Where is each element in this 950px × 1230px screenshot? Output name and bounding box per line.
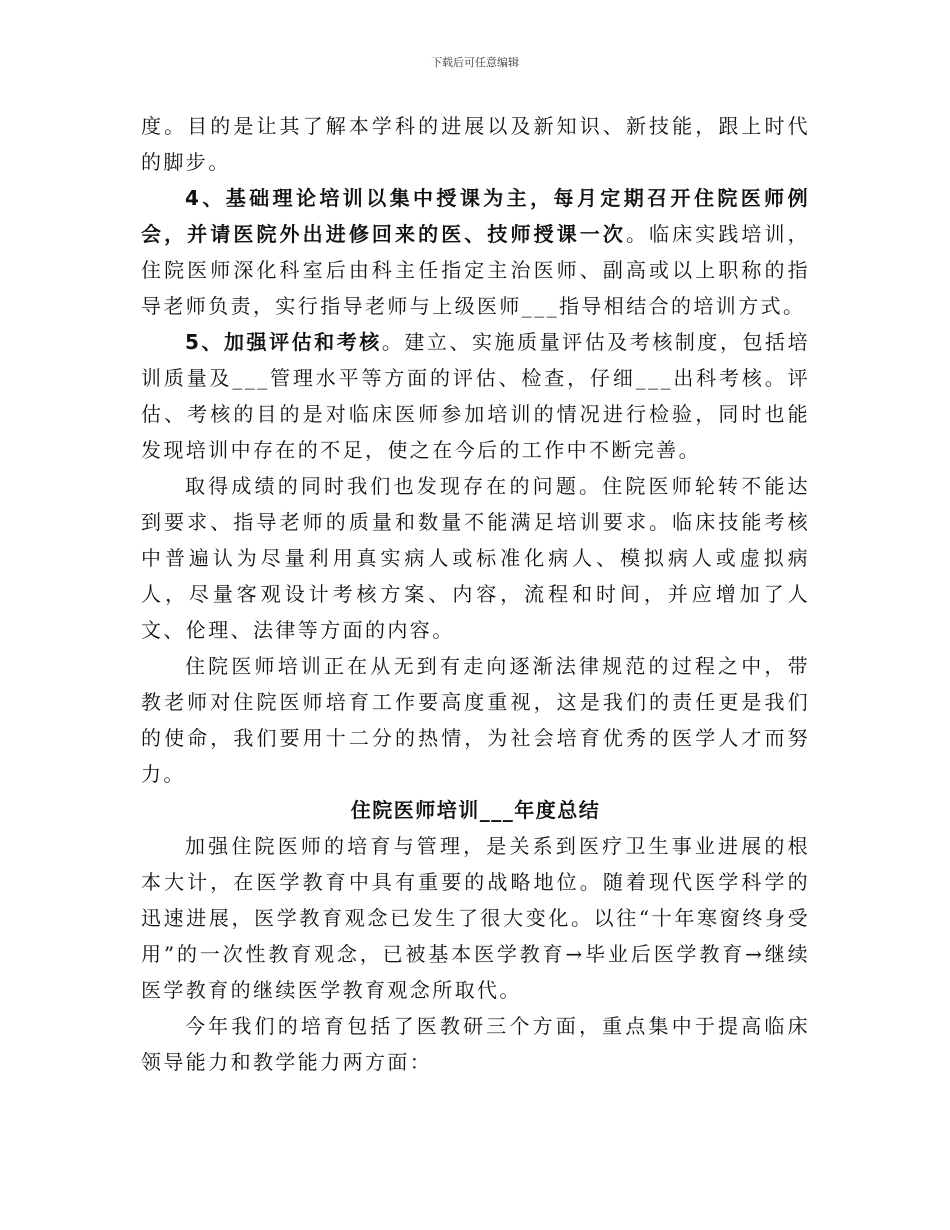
paragraph-conclusion: 住院医师培训正在从无到有走向逐渐法律规范的过程之中，带教老师对住院医师培育工作要高度重视，这是我们的责任更是我们的使命，我们要用十二分的热情，为社会培育优秀的医学人才而努力。 <box>141 654 810 786</box>
document-body <box>141 108 810 1080</box>
page-header: 下载后可任意编辑 <box>431 56 519 69</box>
item-5-body: 。建立、实施质量评估及考核制度，包括培训质量及___管理水平等方面的评估、检查，仔细___出科考核。评估、考核的目的是对临床医师参加培训的情况进行检验，同时也能发现培训中存在的不足，使之在今后的工作中不断完善。 <box>141 330 810 462</box>
paragraph-focus: 今年我们的培育包括了医教研三个方面，重点集中于提高临床领导能力和教学能力两方面： <box>141 1014 810 1074</box>
item-4-heading: 4、基础理论培训以集中授课为主，每月定期召开住院医师例会，并请医院外出进修回来的医、技师授课一次 <box>141 186 810 246</box>
paragraph-intro: 加强住院医师的培育与管理，是关系到医疗卫生事业进展的根本大计，在医学教育中具有重要的战略地位。随着现代医学科学的迅速进展，医学教育观念已发生了很大变化。以往“十年寒窗终身受用”的一次性教育观念，已被基本医学教育→毕业后医学教育→继续医学教育的继续医学教育观念所取代。 <box>141 834 810 1002</box>
item-5-heading: 5、加强评估和考核 <box>185 330 382 354</box>
paragraph-item-4 <box>141 180 810 324</box>
paragraph-continuation: 度。目的是让其了解本学科的进展以及新知识、新技能，跟上时代的脚步。 <box>141 114 810 174</box>
item-4-body: 。临床实践培训，住院医师深化科室后由科主任指定主治医师、副高或以上职称的指导老师负责，实行指导老师与上级医师___指导相结合的培训方式。 <box>141 222 811 318</box>
paragraph-problems: 取得成绩的同时我们也发现存在的问题。住院医师轮转不能达到要求、指导老师的质量和数量不能满足培训要求。临床技能考核中普遍认为尽量利用真实病人或标准化病人、模拟病人或虚拟病人，尽量客观设计考核方案、内容，流程和时间，并应增加了人文、伦理、法律等方面的内容。 <box>141 474 810 642</box>
section-title: 住院医师培训___年度总结 <box>350 798 601 822</box>
paragraph-item-5 <box>141 324 810 468</box>
